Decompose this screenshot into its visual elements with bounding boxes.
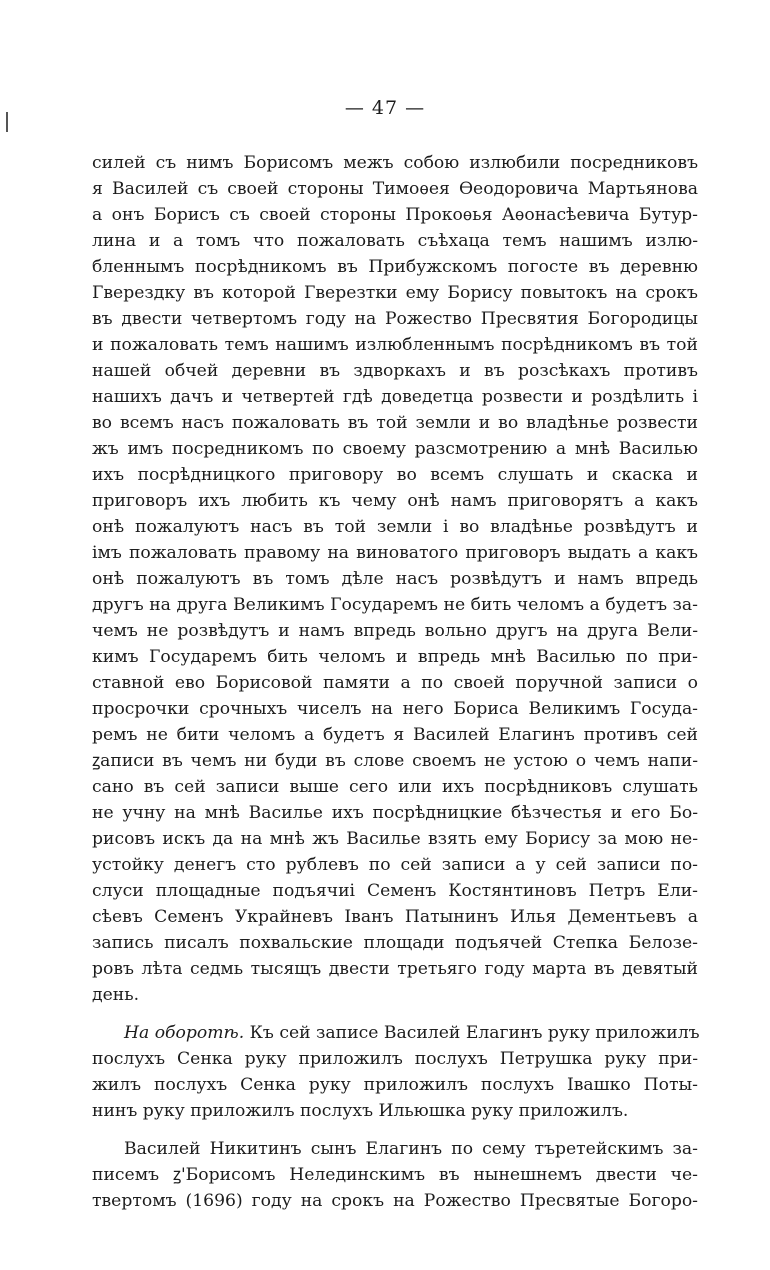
paragraph-3 bbox=[92, 1136, 698, 1214]
text-line: сано въ сей записи выше сего или ихъ посрѣдниковъ слушать bbox=[92, 777, 698, 797]
text-line: просрочки срочныхъ чиселъ на него Бориса Великимъ Госуда- bbox=[92, 699, 698, 719]
text-line: жилъ послухъ Сенка руку приложилъ послухъ Івашко Поты- bbox=[92, 1075, 698, 1095]
text-line: лина и а томъ что пожаловать съѣхаца темъ нашимъ излю- bbox=[92, 231, 698, 251]
page-number: — 47 — bbox=[344, 97, 426, 119]
text-line bbox=[92, 1020, 698, 1046]
document-body bbox=[92, 150, 698, 1214]
text-line: силей съ нимъ Борисомъ межъ собою излюбили посредниковъ bbox=[92, 153, 698, 173]
text-line: нашихъ дачъ и четвертей гдѣ доведетца розвести и роздѣлить і bbox=[92, 387, 698, 407]
text-line: приговоръ ихъ любить къ чему онѣ намъ приговорятъ а какъ bbox=[92, 491, 698, 511]
text-line: устойку денегъ сто рублевъ по сей записи а у сей записи по- bbox=[92, 855, 698, 875]
text-line: и пожаловать темъ нашимъ излюбленнымъ посрѣдникомъ въ той bbox=[92, 335, 698, 355]
text-line: нинъ руку приложилъ послухъ Ильюшка руку приложилъ. bbox=[92, 1101, 629, 1121]
text-line: Гверездку въ которой Гверезтки ему Борису повытокъ на срокъ bbox=[92, 283, 698, 303]
text-line: імъ пожаловать правому на виноватого приговоръ выдать а какъ bbox=[92, 543, 698, 563]
text-line: другъ на друга Великимъ Государемъ не бить челомъ а будетъ за- bbox=[92, 595, 698, 615]
text-line: чемъ не розвѣдутъ и намъ впредь вольно другъ на друга Вели- bbox=[92, 621, 698, 641]
text-line: ставной ево Борисовой памяти а по своей поручной записи о bbox=[92, 673, 698, 693]
text-line: писемъ ꙁ'Борисомъ Нелединскимъ въ нынешнемъ двести че- bbox=[92, 1165, 698, 1185]
note-lead: На оборотѣ. bbox=[124, 1023, 245, 1043]
text-line: послухъ Сенка руку приложилъ послухъ Петрушка руку при- bbox=[92, 1049, 698, 1069]
text-line: онѣ пожалуютъ въ томъ дѣле насъ розвѣдутъ и намъ впредь bbox=[92, 569, 698, 589]
paragraph-gap bbox=[92, 1008, 698, 1020]
text-line: онѣ пожалуютъ насъ въ той земли і во владѣнье розвѣдутъ и bbox=[92, 517, 698, 537]
text-line: ровъ лѣта седмь тысящъ двести третьяго году марта въ девятый bbox=[92, 959, 698, 979]
text-line: твертомъ (1696) году на срокъ на Рожество Пресвятые Богоро- bbox=[92, 1191, 698, 1211]
text-line: а онъ Борисъ съ своей стороны Прокоѳья Аѳонасѣевича Бутур- bbox=[92, 205, 698, 225]
text-line: ꙁаписи въ чемъ ни буди въ слове своемъ не устою о чемъ напи- bbox=[92, 751, 698, 771]
text-line: день. bbox=[92, 985, 140, 1005]
text-line: въ двести четвертомъ году на Рожество Пресвятия Богородицы bbox=[92, 309, 698, 329]
text-line: слуси площадные подъячиі Семенъ Костянтиновъ Петръ Ели- bbox=[92, 881, 698, 901]
text-line: бленнымъ посрѣдникомъ въ Прибужскомъ погосте въ деревню bbox=[92, 257, 698, 277]
text-line: кимъ Государемъ бить челомъ и впредь мнѣ Василью по при- bbox=[92, 647, 698, 667]
text-line: жъ имъ посредникомъ по своему разсмотрению а мнѣ Василью bbox=[92, 439, 698, 459]
text-line: рисовъ искъ да на мнѣ жъ Василье взять ему Борису за мою не- bbox=[92, 829, 698, 849]
paragraph-2 bbox=[92, 1020, 698, 1124]
text-line: ремъ не бити челомъ а будетъ я Василей Елагинъ противъ сей bbox=[92, 725, 698, 745]
note-first-line: Къ сей записе Василей Елагинъ руку приложилъ bbox=[244, 1023, 700, 1043]
text-line: не учну на мнѣ Василье ихъ посрѣдницкие бѣзчестья и его Бо- bbox=[92, 803, 698, 823]
text-line: Василей Никитинъ сынъ Елагинъ по сему търетейскимъ за- bbox=[124, 1139, 698, 1159]
text-line: во всемъ насъ пожаловать въ той земли и во владѣнье розвести bbox=[92, 413, 698, 433]
paragraph-1 bbox=[92, 150, 698, 1008]
text-line: запись писалъ похвальские площади подъячей Степка Белозе- bbox=[92, 933, 698, 953]
text-line: я Василей съ своей стороны Тимоѳея Ѳеодоровича Мартьянова bbox=[92, 179, 698, 199]
paragraph-gap bbox=[92, 1124, 698, 1136]
text-line: нашей обчей деревни въ здворкахъ и въ розсѣкахъ противъ bbox=[92, 361, 698, 381]
text-line: сѣевъ Семенъ Украйневъ Іванъ Патынинъ Илья Дементьевъ а bbox=[92, 907, 698, 927]
text-line: ихъ посрѣдницкого приговору во всемъ слушать и скаска и bbox=[92, 465, 698, 485]
